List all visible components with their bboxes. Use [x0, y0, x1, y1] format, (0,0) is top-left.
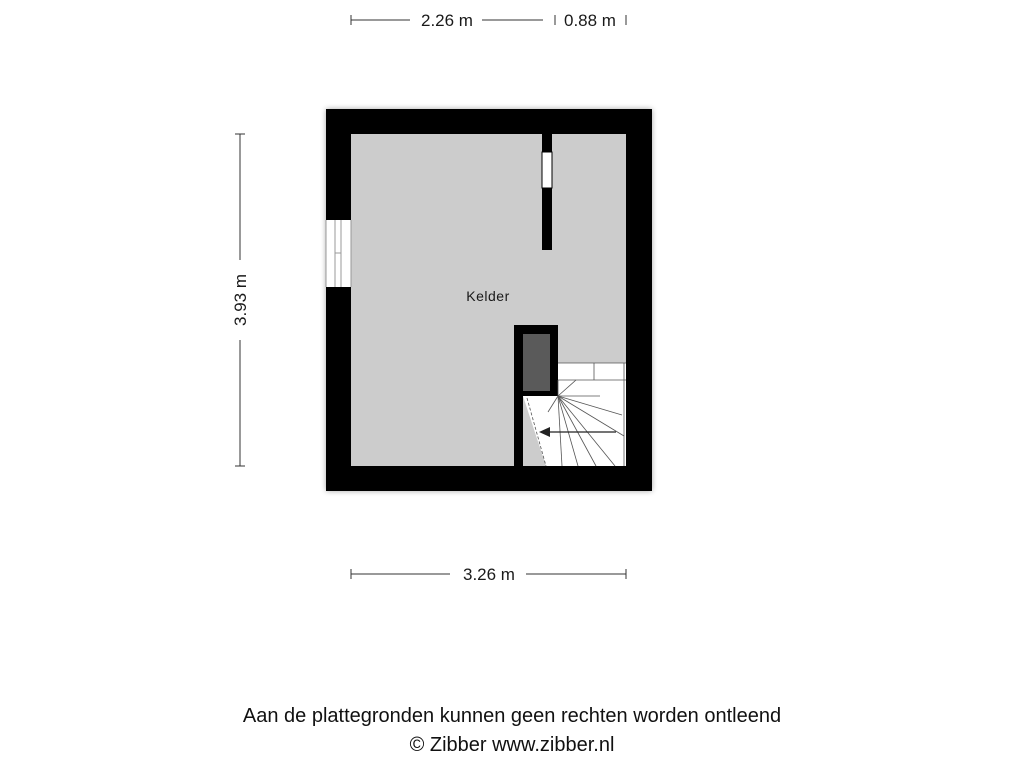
dimension-top-right-label: 0.88 m: [564, 11, 616, 30]
dimension-top-left-label: 2.26 m: [421, 11, 473, 30]
window: [326, 220, 351, 287]
disclaimer-text: Aan de plattegronden kunnen geen rechten worden ontleend: [242, 705, 782, 727]
partition-wall: [542, 134, 552, 250]
dimension-left-label: 3.93 m: [231, 274, 250, 326]
copyright-text: © Zibber www.zibber.nl: [409, 734, 615, 756]
room-label: Kelder: [466, 288, 510, 304]
dimension-bottom-label: 3.26 m: [463, 565, 515, 584]
